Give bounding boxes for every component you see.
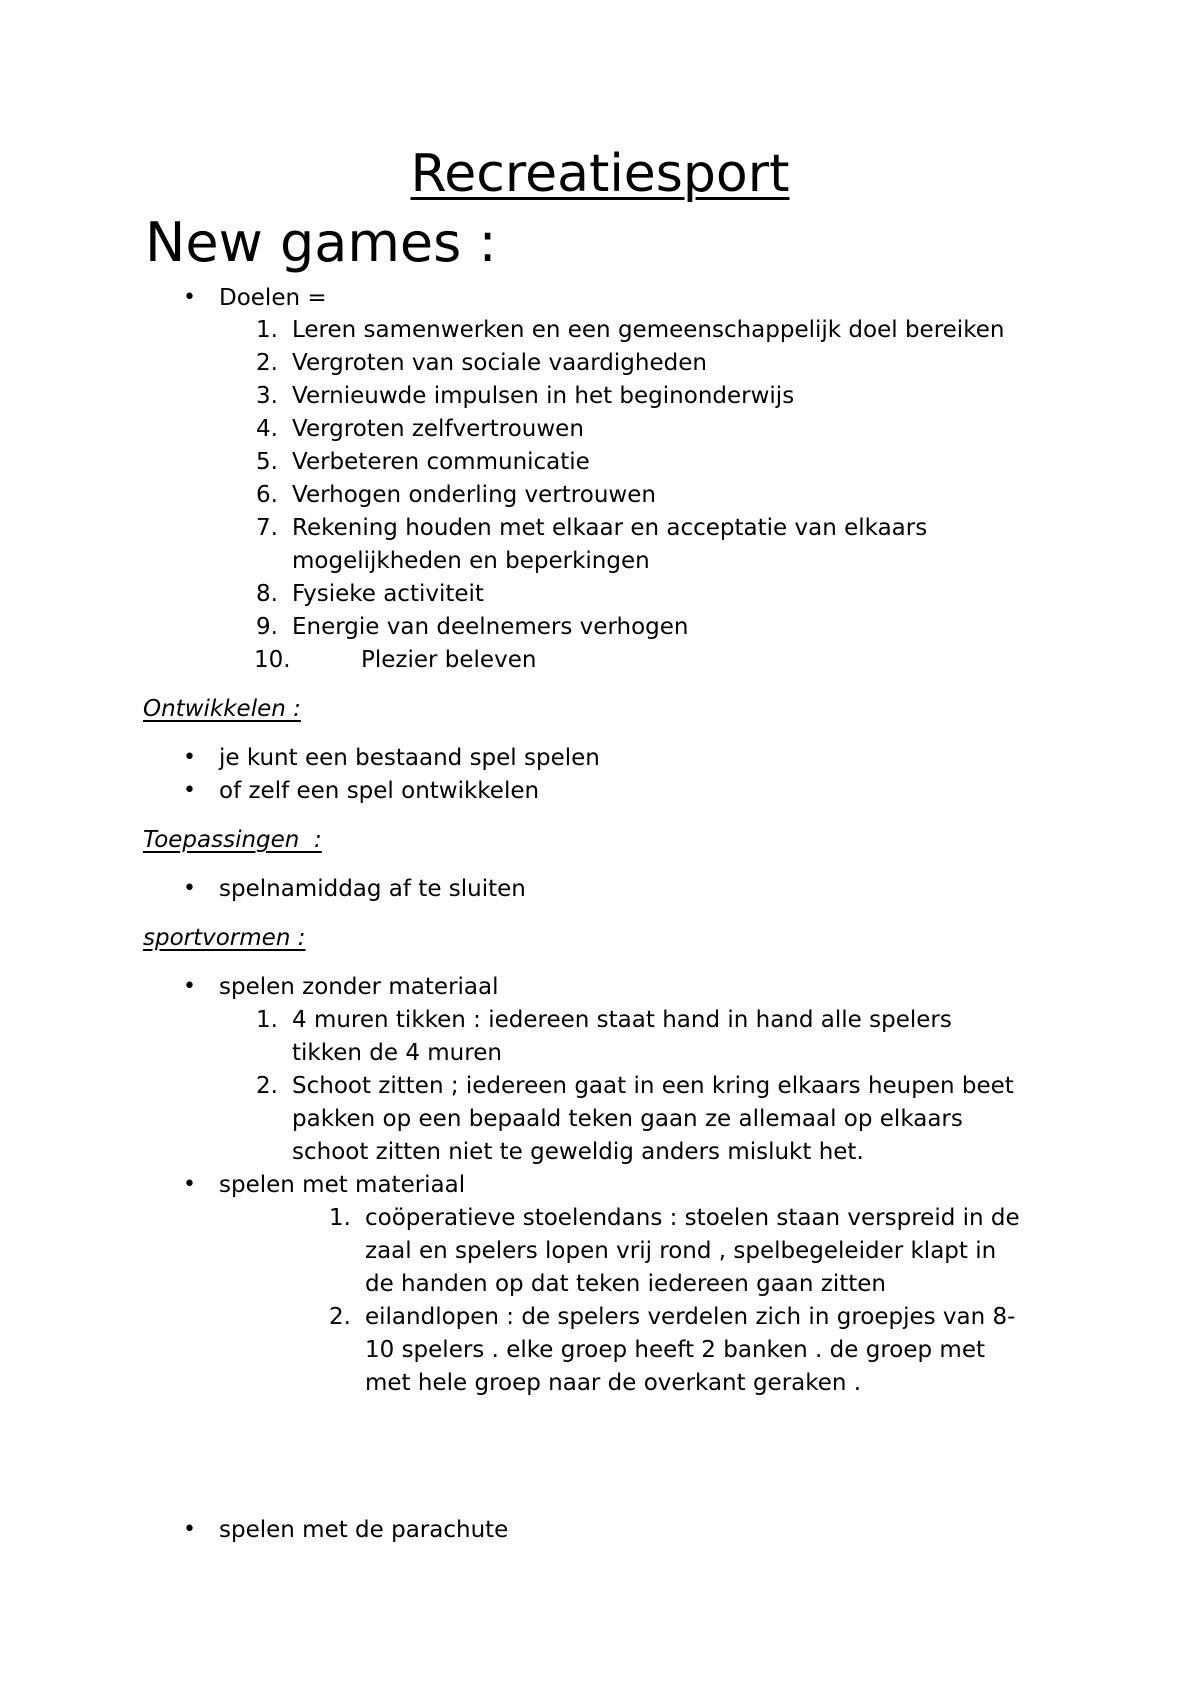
list-number: 8. bbox=[256, 581, 278, 607]
bullet-icon: • bbox=[183, 974, 196, 999]
section-heading-ontwikkelen: Ontwikkelen : bbox=[143, 696, 301, 722]
list-item: Plezier beleven bbox=[361, 647, 537, 673]
section-heading-sportvormen: sportvormen : bbox=[143, 925, 306, 951]
bullet-icon: • bbox=[183, 1172, 196, 1197]
list-item-continuation: met hele groep naar de overkant geraken . bbox=[365, 1370, 862, 1396]
list-number: 2. bbox=[256, 1073, 278, 1099]
bullet-icon: • bbox=[183, 285, 196, 310]
list-item: coöperatieve stoelendans : stoelen staan verspreid in de bbox=[365, 1205, 1020, 1231]
section-heading-new-games: New games : bbox=[145, 211, 497, 274]
list-item: Verhogen onderling vertrouwen bbox=[292, 482, 656, 508]
list-item-continuation: zaal en spelers lopen vrij rond , spelbegeleider klapt in bbox=[365, 1238, 997, 1264]
list-item: je kunt een bestaand spel spelen bbox=[219, 745, 600, 771]
list-item: eilandlopen : de spelers verdelen zich in groepjes van 8- bbox=[365, 1304, 1016, 1330]
list-number: 6. bbox=[256, 482, 278, 508]
list-item-continuation: tikken de 4 muren bbox=[292, 1040, 502, 1066]
list-item-continuation: schoot zitten niet te geweldig anders mislukt het. bbox=[292, 1139, 864, 1165]
list-number: 1. bbox=[256, 317, 278, 343]
list-item: Verbeteren communicatie bbox=[292, 449, 590, 475]
list-number: 1. bbox=[256, 1007, 278, 1033]
list-item: Energie van deelnemers verhogen bbox=[292, 614, 689, 640]
list-item: Rekening houden met elkaar en acceptatie van elkaars bbox=[292, 515, 928, 541]
list-item: of zelf een spel ontwikkelen bbox=[219, 778, 540, 804]
list-number: 2. bbox=[329, 1304, 351, 1330]
bullet-icon: • bbox=[183, 778, 196, 803]
list-number: 1. bbox=[329, 1205, 351, 1231]
list-item-continuation: 10 spelers . elke groep heeft 2 banken . de groep met bbox=[365, 1337, 986, 1363]
bullet-icon: • bbox=[183, 1517, 196, 1542]
list-item: Vergroten van sociale vaardigheden bbox=[292, 350, 707, 376]
section-heading-toepassingen: Toepassingen : bbox=[143, 827, 322, 853]
list-number: 7. bbox=[256, 515, 278, 541]
list-item-continuation: mogelijkheden en beperkingen bbox=[292, 548, 650, 574]
list-item: 4 muren tikken : iedereen staat hand in hand alle spelers bbox=[292, 1007, 952, 1033]
list-item-continuation: pakken op een bepaald teken gaan ze allemaal op elkaars bbox=[292, 1106, 963, 1132]
list-number: 10. bbox=[254, 647, 291, 673]
list-item: Vergroten zelfvertrouwen bbox=[292, 416, 584, 442]
list-item: Schoot zitten ; iedereen gaat in een kring elkaars heupen beet bbox=[292, 1073, 1014, 1099]
list-item: spelen zonder materiaal bbox=[219, 974, 499, 1000]
list-number: 4. bbox=[256, 416, 278, 442]
list-item: Leren samenwerken en een gemeenschappelijk doel bereiken bbox=[292, 317, 1005, 343]
list-item: Fysieke activiteit bbox=[292, 581, 484, 607]
list-item: spelen met materiaal bbox=[219, 1172, 466, 1198]
list-number: 3. bbox=[256, 383, 278, 409]
list-item: Vernieuwde impulsen in het beginonderwijs bbox=[292, 383, 795, 409]
list-number: 2. bbox=[256, 350, 278, 376]
list-item: spelen met de parachute bbox=[219, 1517, 509, 1543]
doelen-label: Doelen = bbox=[219, 285, 327, 311]
bullet-icon: • bbox=[183, 745, 196, 770]
document-title: Recreatiesport bbox=[410, 144, 790, 204]
list-number: 9. bbox=[256, 614, 278, 640]
list-item-continuation: de handen op dat teken iedereen gaan zitten bbox=[365, 1271, 886, 1297]
list-number: 5. bbox=[256, 449, 278, 475]
list-item: spelnamiddag af te sluiten bbox=[219, 876, 526, 902]
bullet-icon: • bbox=[183, 876, 196, 901]
